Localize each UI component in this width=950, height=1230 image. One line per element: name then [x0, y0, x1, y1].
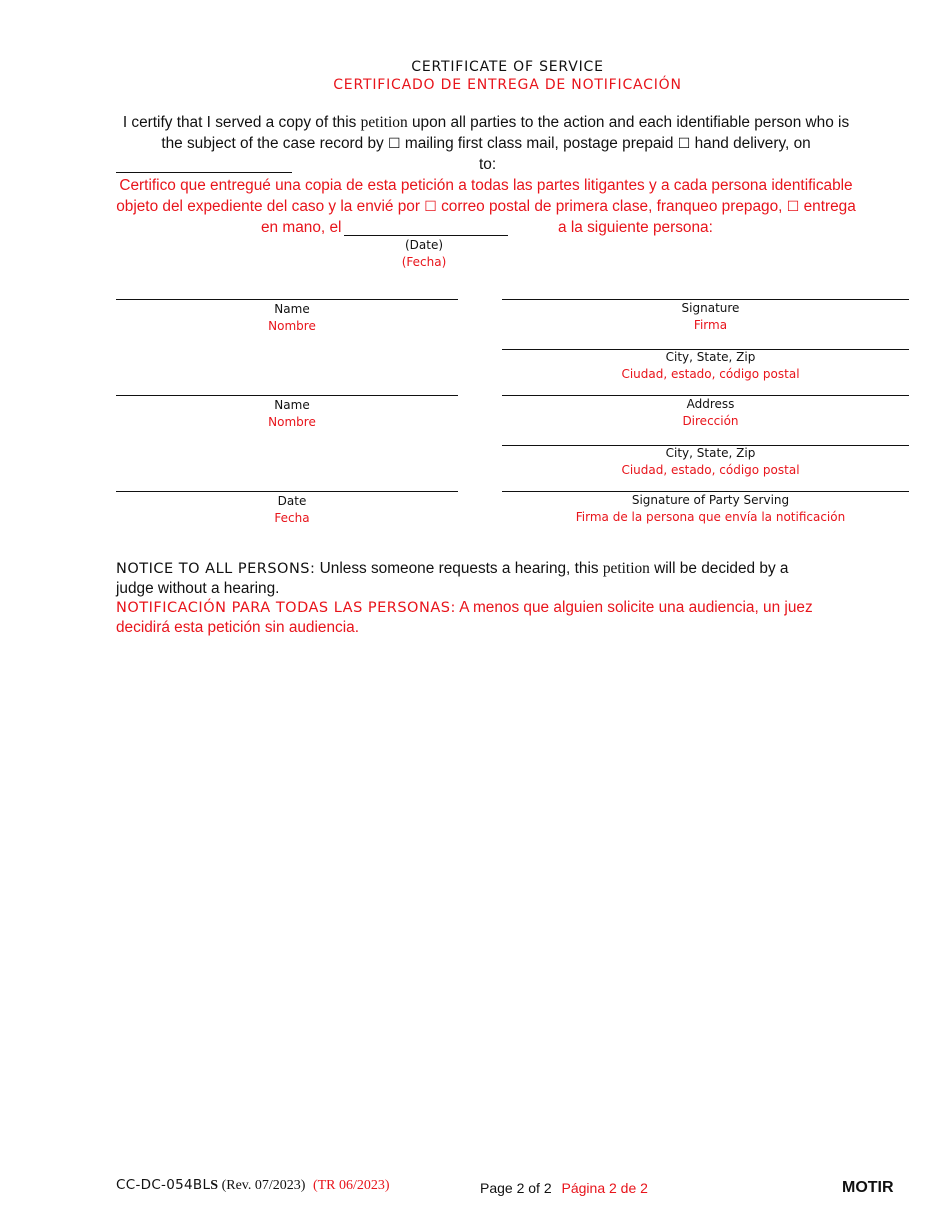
notice-heading: NOTICE TO ALL PERSONS:: [116, 561, 316, 577]
certification-text-english: [100, 112, 872, 155]
notice-heading-spanish: NOTIFICACIÓN PARA TODAS LAS PERSONAS:: [116, 600, 456, 616]
date-line[interactable]: [116, 491, 458, 492]
certification-text-spanish: [90, 175, 882, 218]
notice-text-3: judge without a hearing.: [116, 580, 280, 597]
date-label-english: (Date): [404, 238, 444, 252]
name-field-2-label: [116, 397, 468, 431]
form-translation-date: (TR 06/2023): [312, 1178, 390, 1193]
name-field-1-label: [116, 301, 468, 335]
name-line-2[interactable]: [116, 395, 458, 396]
city-state-zip-label-1-es: Ciudad, estado, código postal: [621, 367, 800, 381]
signature-party-serving-label-es: Firma de la persona que envía la notificación: [575, 510, 846, 524]
date-label-en: Date: [277, 494, 307, 508]
cert-es-line3a: en mano, el: [261, 219, 342, 236]
name-label-2: Name: [274, 398, 310, 412]
cert-es-hand: entrega: [803, 198, 856, 215]
page-number-spanish: Página 2 de 2: [561, 1180, 648, 1196]
name-label-2-spanish: Nombre: [268, 415, 316, 429]
signature-party-serving-label: [502, 492, 919, 526]
form-code-number: CC-DC-054BL: [116, 1177, 211, 1193]
date-label-es: Fecha: [274, 511, 310, 525]
date-label-spanish: (Fecha): [401, 255, 447, 269]
city-state-zip-label-2-es: Ciudad, estado, código postal: [621, 463, 800, 477]
signature-label-spanish: Firma: [693, 318, 728, 332]
notice-text-2: will be decided by a: [649, 560, 789, 577]
cert-en-part3: the subject of the case record by: [161, 135, 384, 152]
city-state-zip-label-1-en: City, State, Zip: [665, 350, 756, 364]
name-label-1-spanish: Nombre: [268, 319, 316, 333]
signature-label: Signature: [681, 301, 740, 315]
cert-en-petition: petition: [360, 114, 408, 131]
notice-es-text-1: A menos que alguien solicite una audiencia, un juez: [455, 599, 813, 616]
page-number-english: Page 2 of 2: [480, 1180, 552, 1196]
cert-es-mail: correo postal de primera clase, franqueo prepago,: [441, 198, 783, 215]
cert-en-part1: I certify that I served a copy of this: [122, 114, 361, 131]
cert-en-hand: hand delivery, on: [694, 135, 811, 152]
certificate-title-spanish: CERTIFICADO DE ENTREGA DE NOTIFICACIÓN: [333, 77, 682, 93]
mail-checkbox[interactable]: ☐: [388, 136, 401, 152]
form-code-suffix: S: [210, 1178, 219, 1193]
cert-es-line3b: a la siguiente persona:: [558, 219, 713, 236]
address-field-label: [502, 396, 919, 430]
address-label: Address: [686, 397, 735, 411]
name-line-1[interactable]: [116, 299, 458, 300]
mail-checkbox-spanish[interactable]: ☐: [424, 199, 437, 215]
name-label-1: Name: [274, 302, 310, 316]
notice-text-1: Unless someone requests a hearing, this: [315, 560, 603, 577]
cert-en-part2: upon all parties to the action and each identifiable person who is: [407, 114, 850, 131]
city-state-zip-label-1: [502, 349, 919, 383]
city-state-zip-label-2-en: City, State, Zip: [665, 446, 756, 460]
notice-english: [116, 559, 876, 599]
form-revision: (Rev. 07/2023): [218, 1178, 306, 1193]
cert-en-to: to:: [479, 156, 497, 173]
date-blank-line[interactable]: [344, 235, 508, 236]
form-id: MOTIR: [842, 1179, 894, 1196]
notice-petition: petition: [602, 560, 650, 577]
hand-delivery-checkbox-spanish[interactable]: ☐: [786, 199, 800, 215]
hand-delivery-checkbox[interactable]: ☐: [677, 136, 691, 152]
date-field-label: [116, 493, 468, 527]
cert-es-line1: Certifico que entregué una copia de esta petición a todas las partes litigantes y a cada persona identificable: [119, 177, 853, 194]
address-label-spanish: Dirección: [682, 414, 739, 428]
page-number: [480, 1180, 648, 1196]
cert-en-mail: mailing first class mail, postage prepaid: [404, 135, 674, 152]
notice-es-text-2: decidirá esta petición sin audiencia.: [116, 619, 359, 636]
signature-party-serving-label-en: Signature of Party Serving: [631, 493, 790, 507]
signature-field-label: [502, 300, 919, 334]
form-code: [116, 1177, 390, 1194]
city-state-zip-label-2: [502, 445, 919, 479]
cert-es-line2a: objeto del expediente del caso y la envié por: [116, 198, 420, 215]
date-label: [344, 237, 504, 271]
date-blank-line-english[interactable]: [116, 172, 292, 173]
certificate-title: CERTIFICATE OF SERVICE: [411, 59, 604, 75]
notice-spanish: [116, 598, 886, 638]
